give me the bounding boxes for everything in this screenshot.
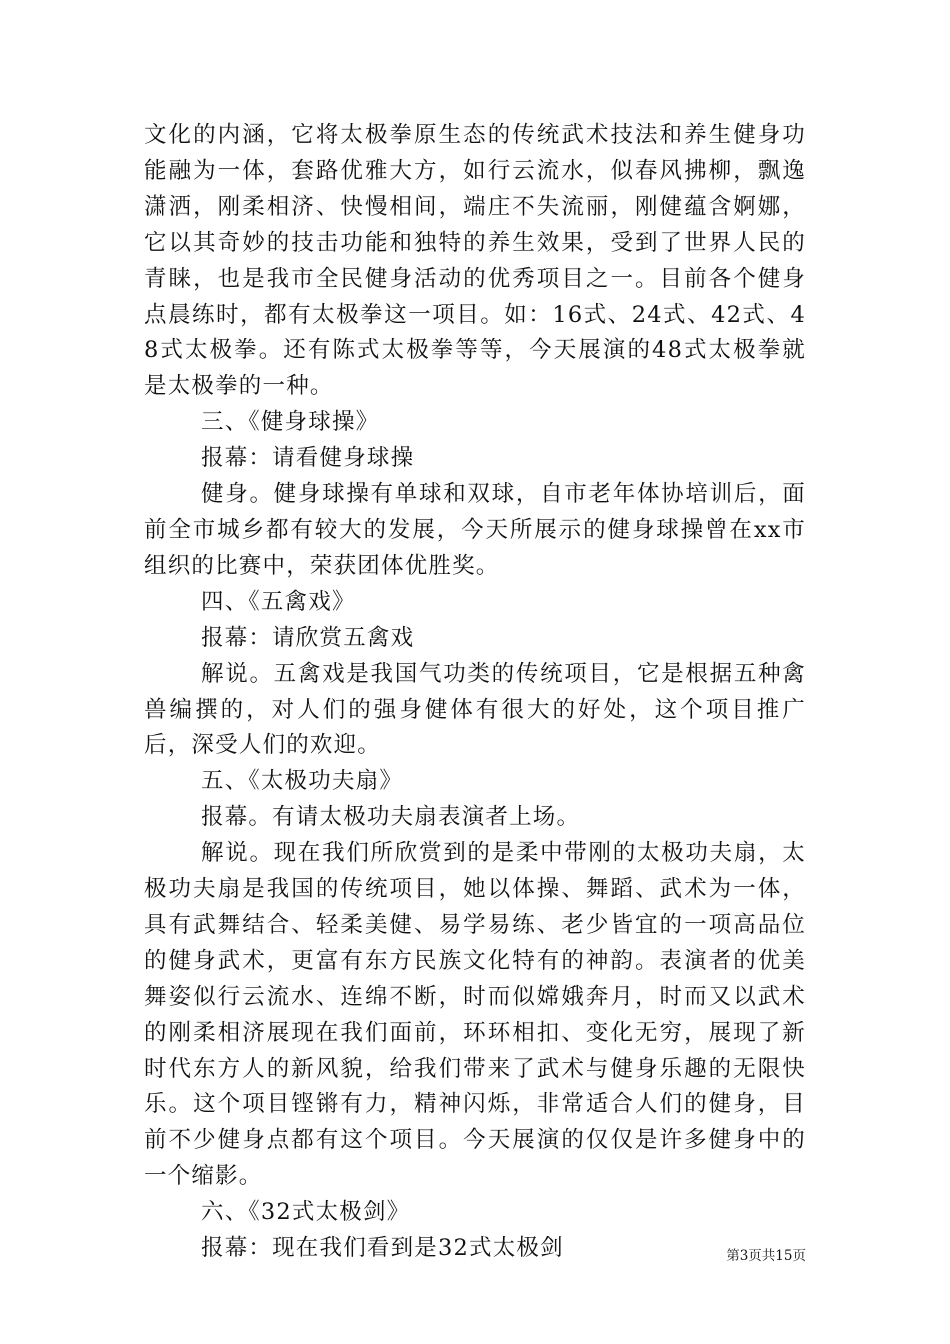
announcement-4: 报幕：请欣赏五禽戏 xyxy=(201,624,415,651)
commentary-3: 健身。健身球操有单球和双球，自市老年体协培训后，面前全市城乡都有较大的发展，今天所展示的健身球操曾在xx市组织的比赛中，荣获团体优胜奖。 xyxy=(144,481,806,579)
commentary-5: 解说。现在我们所欣赏到的是柔中带刚的太极功夫扇，太极功夫扇是我国的传统项目，她以体操、舞蹈、武术为一体，具有武舞结合、轻柔美健、易学易练、老少皆宜的一项高品位的健身武术，更富有东方民族文化特有的神韵。表演者的优美舞姿似行云流水、连绵不断，时而似嫦娥奔月，时而又以武术的刚柔相济展现在我们面前，环环相扣、变化无穷，展现了新时代东方人的新风貌，给我们带来了武术与健身乐趣的无限快乐。这个项目铿锵有力，精神闪烁，非常适合人们的健身，目前不少健身点都有这个项目。今天展演的仅仅是许多健身中的一个缩影。 xyxy=(144,840,806,1190)
paragraph-taiji-intro: 文化的内涵，它将太极拳原生态的传统武术技法和养生健身功能融为一体，套路优雅大方，如行云流水，似春风拂柳，飘逸潇洒，刚柔相济、快慢相间，端庄不失流丽，刚健蕴含婀娜，它以其奇妙的技击功能和独特的养生效果，受到了世界人民的青睐，也是我市全民健身活动的优秀项目之一。目前各个健身点晨练时，都有太极拳这一项目。如：16式、24式、42式、48式太极拳。还有陈式太极拳等等，今天展演的48式太极拳就是太极拳的一种。 xyxy=(144,122,806,400)
document-body xyxy=(144,118,806,1267)
commentary-4: 解说。五禽戏是我国气功类的传统项目，它是根据五种禽兽编撰的，对人们的强身健体有很大的好处，这个项目推广后，深受人们的欢迎。 xyxy=(144,660,806,759)
announcement-3: 报幕：请看健身球操 xyxy=(201,445,415,472)
announcement-5: 报幕。有请太极功夫扇表演者上场。 xyxy=(201,804,581,831)
section-heading-3: 三、《健身球操》 xyxy=(201,409,380,436)
section-heading-6: 六、《32式太极剑》 xyxy=(201,1199,411,1226)
page-number-footer: 第3页共15页 xyxy=(726,1248,806,1264)
announcement-6: 报幕：现在我们看到是32式太极剑 xyxy=(201,1235,564,1262)
section-heading-4: 四、《五禽戏》 xyxy=(201,588,356,615)
section-heading-5: 五、《太极功夫扇》 xyxy=(201,768,404,795)
